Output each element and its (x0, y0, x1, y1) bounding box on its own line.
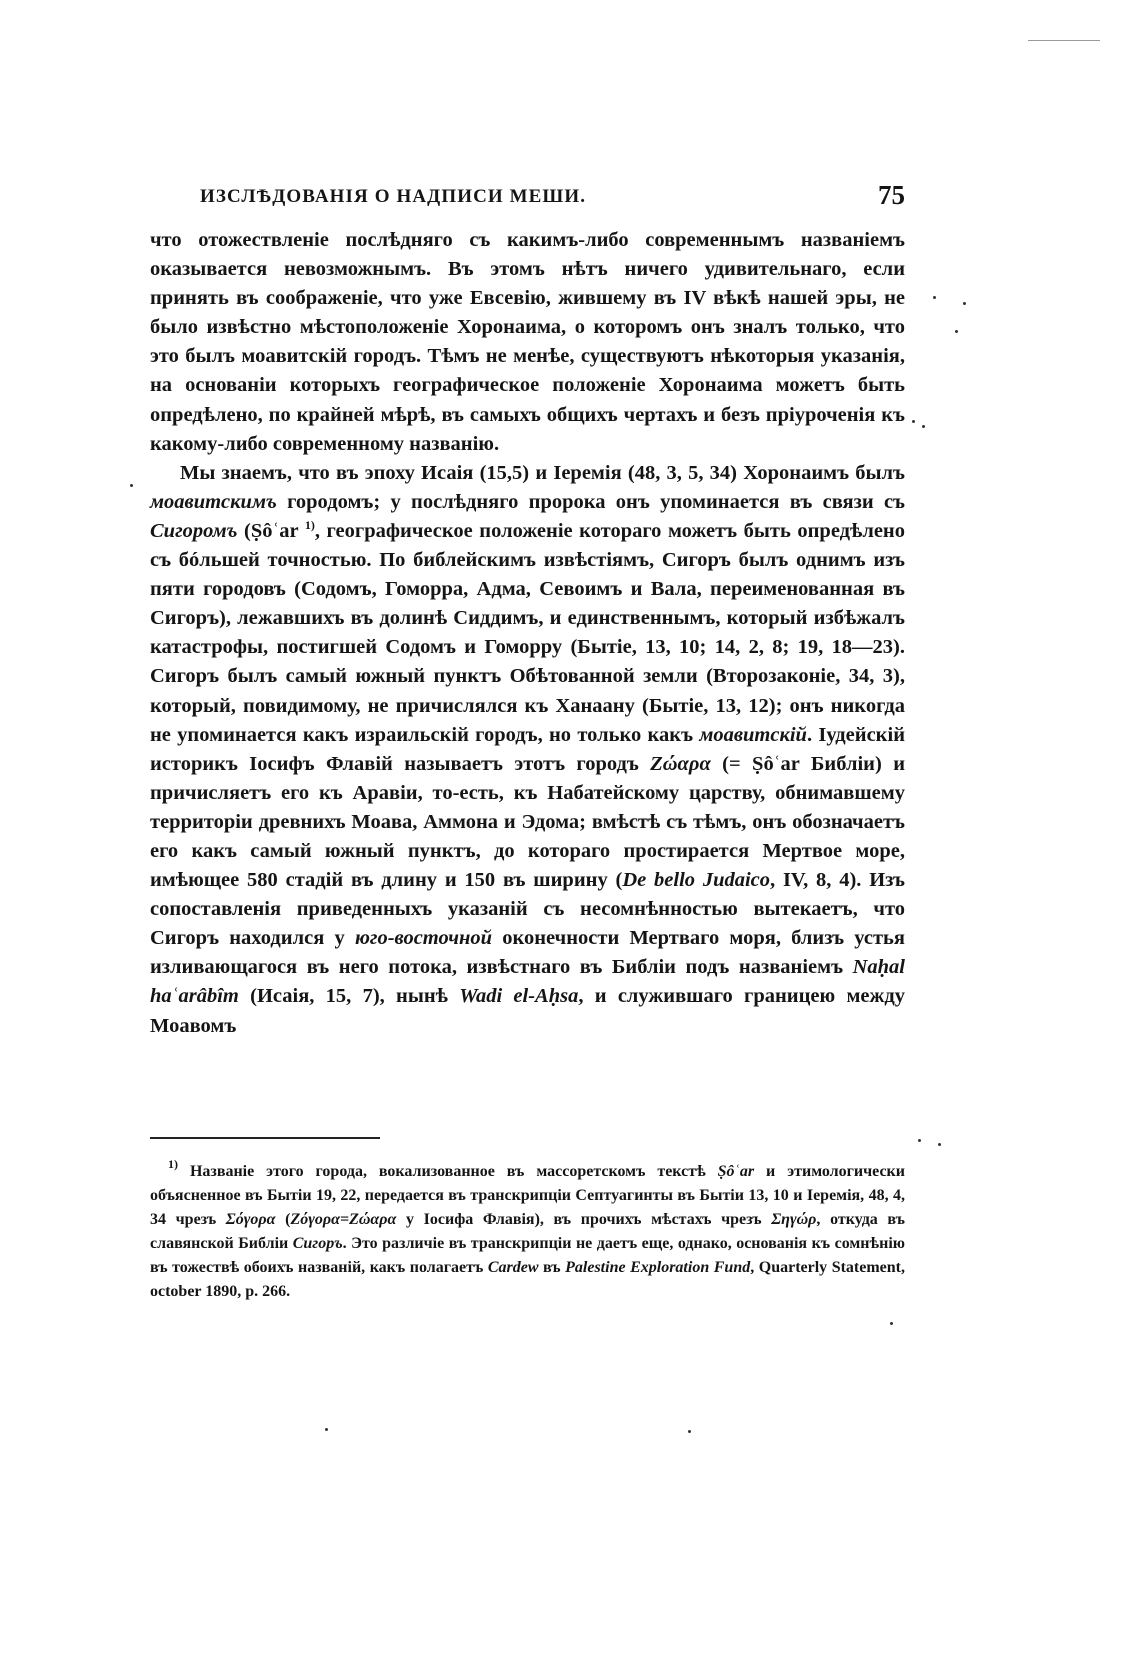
text-run: ( (275, 1211, 291, 1228)
italic-term: юго-восточной (354, 927, 492, 950)
italic-term: De bello Judaico (622, 869, 771, 892)
italic-term: Ṣôʿar (717, 1163, 755, 1180)
italic-term: Cardew (487, 1259, 539, 1276)
scan-speck (938, 1143, 941, 1146)
italic-term: моавитскимъ (150, 490, 277, 513)
text-run: (Ṣôʿar (237, 519, 305, 542)
text-run: (Исаія, 15, 7), нынѣ (238, 985, 460, 1008)
text-run: . Это различіе въ транскрипціи не даетъ еще, однако, основанія къ сомнѣнію въ тожествѣ обоихъ названій, какъ полагаетъ (150, 1235, 906, 1276)
scan-speck (325, 1428, 328, 1431)
footnote (150, 1157, 906, 1304)
italic-term: Wadi el-Aḥsa (459, 985, 579, 1008)
scan-speck (130, 484, 133, 487)
footnote-divider (150, 1137, 380, 1139)
scan-speck (890, 1322, 893, 1325)
footnote-marker: 1) (168, 1157, 178, 1171)
scan-speck (922, 425, 925, 428)
running-title: ИЗСЛѢДОВАНІЯ О НАДПИСИ МЕШИ. (200, 186, 587, 207)
paragraph-1 (150, 226, 905, 459)
corner-rule (1028, 40, 1100, 41)
italic-term: моавитскій (699, 723, 807, 746)
text-run: , и служившаго границею между Моавомъ (150, 985, 906, 1037)
italic-term: Σόγορα (225, 1211, 276, 1228)
text-run: оконечности Мертваго моря, близъ устья изливающагося въ него потока, извѣстнаго въ Библіи подъ названіемъ (150, 927, 905, 979)
text-run: городомъ; у послѣдняго пророка онъ упоминается въ связи съ (276, 490, 905, 513)
page-number: 75 (878, 180, 905, 210)
running-head (150, 180, 905, 210)
text-run: и этимологически объясненное въ Бытіи 19, 22, передается въ транскрипціи Септуагинты въ Бытіи 13, 10 и Іеремія, 48, 4, 34 чрезъ (150, 1163, 905, 1228)
text-run: , откуда въ славянской Библіи (150, 1211, 906, 1252)
scan-speck (955, 330, 958, 333)
italic-term: Сигоромъ (150, 519, 238, 542)
body-text (150, 226, 905, 1041)
footnote-marker: 1) (304, 517, 315, 532)
italic-term: Palestine Exploration Fund (565, 1259, 751, 1276)
text-run: , Quarterly Statement, october 1890, p. 266. (150, 1259, 906, 1300)
italic-term: Ζόγορα=Ζώαρα (290, 1211, 397, 1228)
italic-term: Naḥal haʿarâbîm (150, 956, 905, 1008)
italic-term: Сигоръ (292, 1235, 343, 1252)
text-run: въ (538, 1259, 566, 1276)
text-run: (= Ṣôʿar Библіи) и причисляетъ его къ Аравіи, то-есть, къ Набатейскому царству, обнимавшему территоріи древнихъ Моава, Аммона и Эдома; вмѣстѣ съ тѣмъ, онъ обозначаетъ его какъ самый южный пунктъ, до котораго простирается Мертвое море, имѣющее 580 стадій въ длину и 150 въ ширину ( (150, 752, 905, 892)
text-run: , географическое положеніе котораго можетъ быть опредѣлено съ бóльшей точностью. По библейскимъ извѣстіямъ, Сигоръ былъ однимъ изъ пяти городовъ (Содомъ, Гоморра, Адма, Севоимъ и Вала, переименованная въ Сигоръ), лежавшихъ въ долинѣ Сиддимъ, и единственнымъ, который избѣжалъ катастрофы, постигшей Содомъ и Гоморру (Бытіе, 13, 10; 14, 2, 8; 19, 18—23). Сигоръ былъ самый южный пунктъ Обѣтованной земли (Второзаконіе, 34, 3), который, повидимому, не причислялся къ Ханаану (Бытіе, 13, 12); онъ никогда не упоминается какъ израильскій городъ, но только какъ (150, 519, 905, 746)
text-run: у Іосифа Флавія), въ прочихъ мѣстахъ чрезъ (396, 1211, 772, 1228)
scan-speck (912, 420, 915, 423)
italic-term: Ζώαρα (650, 752, 711, 775)
text-run: . Іудейскій историкъ Іосифъ Флавій называетъ этотъ городъ (150, 723, 906, 775)
text-run: Названіе этого города, вокализованное въ массоретскомъ текстѣ (178, 1163, 718, 1180)
paragraph-2 (150, 459, 905, 1041)
scan-speck (963, 302, 966, 305)
scan-speck (918, 1139, 921, 1142)
text-run: , IV, 8, 4). Изъ сопоставленія приведенныхъ указаній съ несомнѣнностью вытекаетъ, что Сигоръ находился у (150, 869, 905, 950)
scan-speck (933, 296, 936, 299)
text-run: Мы знаемъ, что въ эпоху Исаія (15,5) и Іеремія (48, 3, 5, 34) Хоронаимъ былъ (180, 461, 905, 484)
scan-speck (688, 1430, 691, 1433)
text-run: что отожествленіе послѣдняго съ какимъ-либо современнымъ названіемъ оказывается невозможнымъ. Въ этомъ нѣтъ ничего удивительнаго, если принять въ соображеніе, что уже Евсевію, жившему въ IV вѣкѣ нашей эры, не было извѣстно мѣстоположеніе Хоронаима, о которомъ онъ зналъ только, что это былъ моавитскій городъ. Тѣмъ не менѣе, существуютъ нѣкоторыя указанія, на основаніи которыхъ географическое положеніе Хоронаима можетъ быть опредѣлено, по крайней мѣрѣ, въ самыхъ общихъ чертахъ и безъ пріуроченія къ какому-либо современному названію. (150, 229, 905, 455)
italic-term: Σηγώρ (771, 1211, 817, 1228)
